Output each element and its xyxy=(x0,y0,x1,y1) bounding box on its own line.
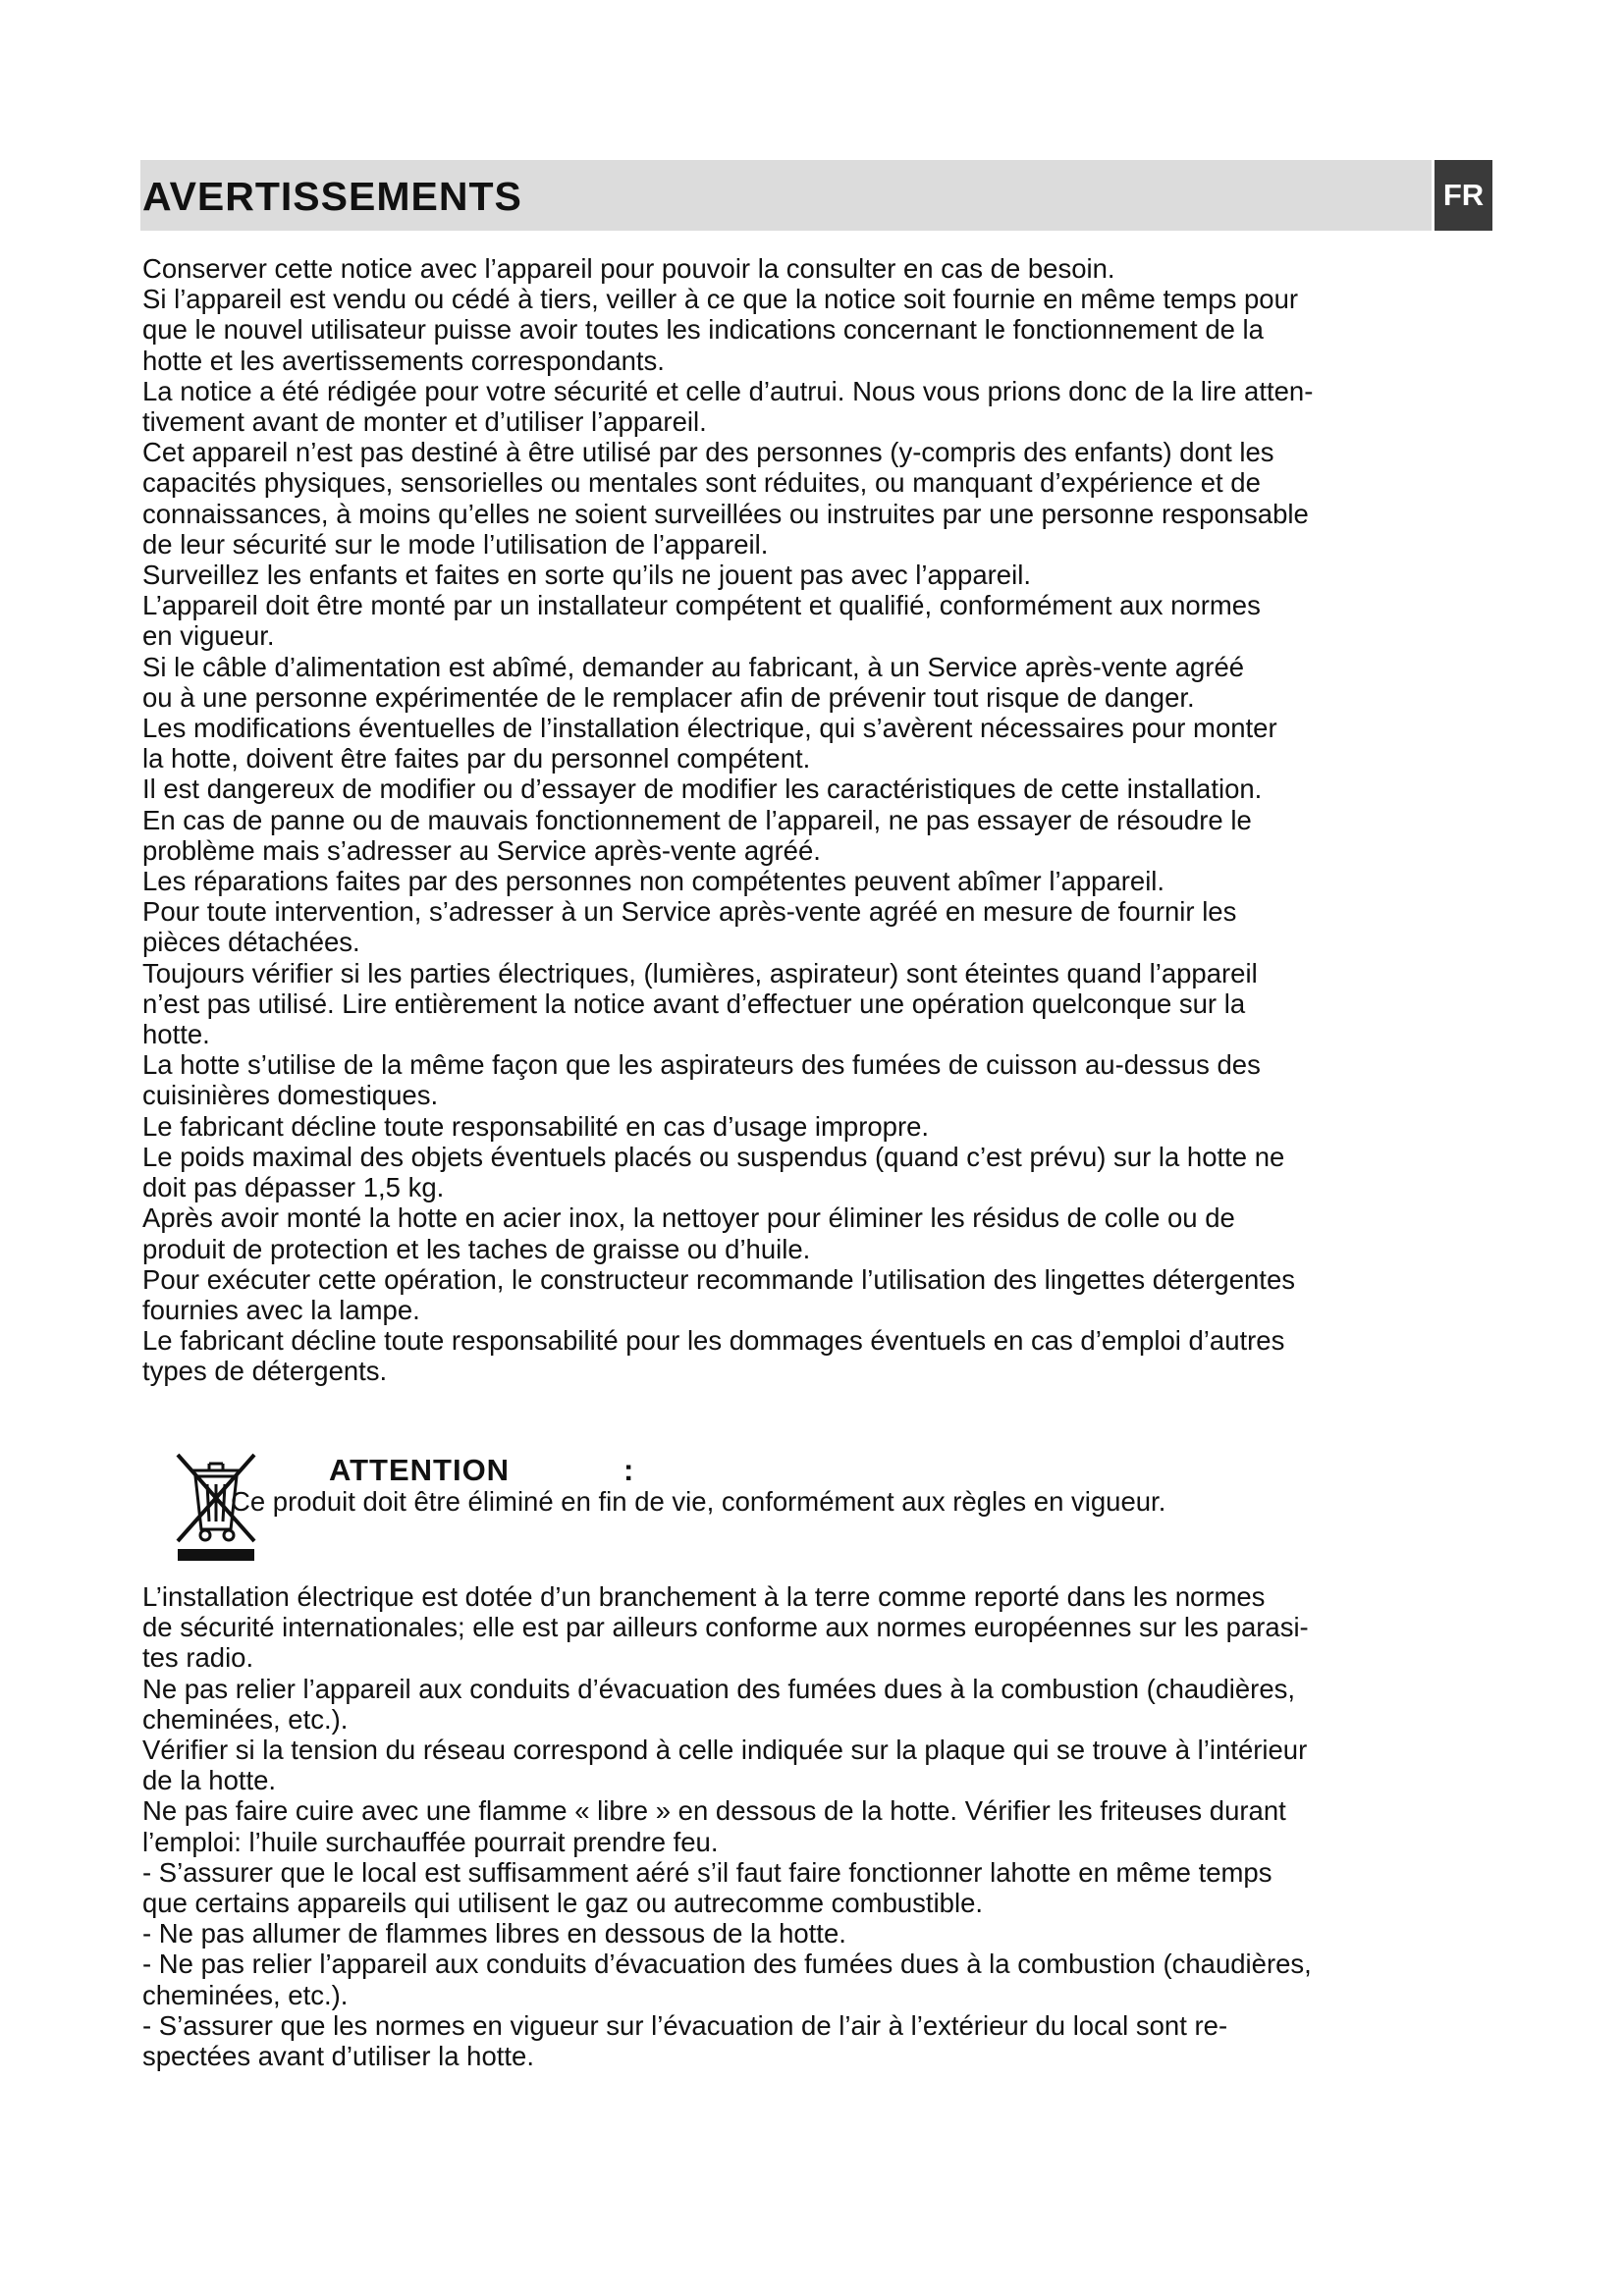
paragraph: Les réparations faites par des personnes non compétentes peuvent abîmer l’appareil. xyxy=(142,866,1165,897)
paragraph: - S’assurer que le local est suffisamment aéré s’il faut faire fonctionner lahotte en même temps que certains appareils qui utilisent le gaz ou autrecomme combustible. xyxy=(142,1856,1272,1919)
paragraph: Après avoir monté la hotte en acier inox, la nettoyer pour éliminer les résidus de colle ou de produit de protection et les taches de graisse ou d’huile. xyxy=(142,1202,1235,1264)
paragraph: La hotte s’utilise de la même façon que les aspirateurs des fumées de cuisson au-dessus des cuisinières domestiques. xyxy=(142,1049,1261,1111)
paragraph: Le poids maximal des objets éventuels placés ou suspendus (quand c’est prévu) sur la hotte ne doit pas dépasser 1,5 kg. xyxy=(142,1141,1285,1203)
paragraph: Vérifier si la tension du réseau correspond à celle indiquée sur la plaque qui se trouve à l’intérieur de la hotte. xyxy=(142,1735,1308,1796)
installation-section xyxy=(142,1581,1497,2071)
attention-colon: : xyxy=(623,1453,634,1487)
paragraph: Surveillez les enfants et faites en sorte qu’ils ne jouent pas avec l’appareil. xyxy=(142,560,1031,591)
warnings-section xyxy=(142,253,1497,1387)
paragraph: Ne pas faire cuire avec une flamme « libre » en dessous de la hotte. Vérifier les friteuses durant l’emploi: l’huile surchauffée pourrait prendre feu. xyxy=(142,1795,1286,1857)
paragraph: Le fabricant décline toute responsabilité en cas d’usage impropre. xyxy=(142,1110,930,1142)
paragraph: Pour exécuter cette opération, le constructeur recommande l’utilisation des lingettes détergentes fournies avec la lampe. xyxy=(142,1263,1295,1325)
paragraph: Le fabricant décline toute responsabilité pour les dommages éventuels en cas d’emploi d’autres types de détergents. xyxy=(142,1325,1285,1387)
paragraph: L’appareil doit être monté par un installateur compétent et qualifié, conformément aux normes en vigueur. xyxy=(142,590,1261,652)
attention-title: ATTENTION xyxy=(329,1453,511,1487)
language-badge: FR xyxy=(1435,160,1492,231)
paragraph: Conserver cette notice avec l’appareil pour pouvoir la consulter en cas de besoin. Si l’appareil est vendu ou cédé à tiers, veiller à ce que la notice soit fournie en même temps pour que le nouvel utilisateur puisse avoir toutes les indications concernant le fonctionnement de la hotte et les avertissements correspondants. xyxy=(142,253,1299,376)
paragraph: En cas de panne ou de mauvais fonctionnement de l’appareil, ne pas essayer de résoudre le problème mais s’adresser au Service après-vente agréé. xyxy=(142,804,1252,866)
paragraph: Cet appareil n’est pas destiné à être utilisé par des personnes (y-compris des enfants) dont les capacités physiques, sensorielles ou mentales sont réduites, ou manquant d’expérience et de connaissances, à moins qu’elles ne soient surveillées ou instruites par une personne responsable de leur sécurité sur le mode l’utilisation de l’appareil. xyxy=(142,437,1309,560)
paragraph: Les modifications éventuelles de l’installation électrique, qui s’avèrent nécessaires pour monter la hotte, doivent être faites par du personnel compétent. xyxy=(142,713,1277,774)
paragraph: Si le câble d’alimentation est abîmé, demander au fabricant, à un Service après-vente agréé ou à une personne expérimentée de le remplacer afin de prévenir tout risque de danger. xyxy=(142,651,1245,713)
paragraph: Il est dangereux de modifier ou d’essayer de modifier les caractéristiques de cette installation. xyxy=(142,774,1263,805)
paragraph: - Ne pas relier l’appareil aux conduits d’évacuation des fumées dues à la combustion (chaudières, cheminées, etc.). xyxy=(142,1949,1312,2010)
paragraph: Pour toute intervention, s’adresser à un Service après-vente agréé en mesure de fournir les pièces détachées. xyxy=(142,896,1237,958)
paragraph: Toujours vérifier si les parties électriques, (lumières, aspirateur) sont éteintes quand l’appareil n’est pas utilisé. Lire entièrement la notice avant d’effectuer une opération quelconque sur la hotte. xyxy=(142,957,1258,1050)
page-title: AVERTISSEMENTS xyxy=(142,174,522,219)
paragraph: - Ne pas allumer de flammes libres en dessous de la hotte. xyxy=(142,1918,846,1949)
paragraph: La notice a été rédigée pour votre sécurité et celle d’autrui. Nous vous prions donc de la lire atten- tivement avant de monter et d’utiliser l’appareil. xyxy=(142,375,1314,438)
attention-block xyxy=(172,1449,1350,1567)
attention-text: Ce produit doit être éliminé en fin de vie, conformément aux règles en vigueur. xyxy=(231,1486,1166,1517)
paragraph: Ne pas relier l’appareil aux conduits d’évacuation des fumées dues à la combustion (chaudières, cheminées, etc.). xyxy=(142,1673,1296,1735)
paragraph: - S’assurer que les normes en vigueur sur l’évacuation de l’air à l’extérieur du local sont re- spectées avant d’utiliser la hotte. xyxy=(142,2009,1228,2072)
paragraph: L’installation électrique est dotée d’un branchement à la terre comme reporté dans les normes de sécurité internationales; elle est par ailleurs conforme aux normes européennes sur les parasi- tes radio. xyxy=(142,1581,1309,1674)
